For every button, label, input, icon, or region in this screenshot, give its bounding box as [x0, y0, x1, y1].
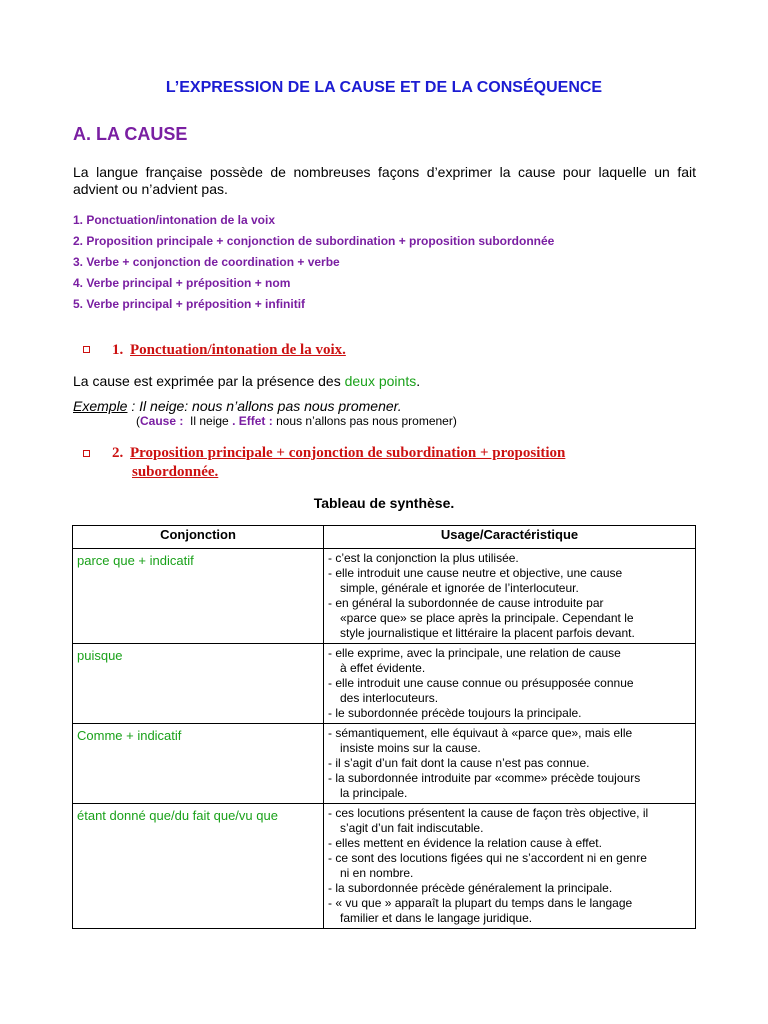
usage-line: à effet évidente.: [340, 661, 426, 675]
table-row: [73, 804, 696, 929]
table-row: [73, 724, 696, 804]
method-item: 1. Ponctuation/intonation de la voix: [73, 213, 276, 227]
synthesis-table: [72, 525, 696, 929]
subsection-number: 2.: [112, 445, 124, 461]
example-line: [73, 398, 402, 414]
usage-line: - la subordonnée précède généralement la principale.: [328, 881, 613, 895]
highlight-deux-points: deux points: [344, 373, 417, 389]
usage-line: des interlocuteurs.: [340, 691, 439, 705]
square-bullet-icon: [83, 450, 90, 457]
cause-effect-line: [136, 414, 457, 428]
conjunction-cell: étant donné que/du fait que/vu que: [73, 804, 324, 929]
intro-paragraph: La langue française possède de nombreuses façons d’exprimer la cause pour laquelle un fait advient ou n’advient pas.: [73, 164, 696, 197]
subsection-title-line2: subordonnée.: [132, 464, 219, 480]
table-row: [73, 549, 696, 644]
cause-text: Il neige: [183, 414, 233, 428]
usage-cell: [324, 804, 696, 929]
effet-text: nous n’allons pas nous promener): [272, 414, 457, 428]
usage-line: simple, générale et ignorée de l’interlocuteur.: [340, 581, 579, 595]
column-header-conjonction: Conjonction: [73, 526, 324, 549]
usage-line: - la subordonnée introduite par «comme» précède toujours: [328, 771, 641, 785]
usage-line: - elle introduit une cause connue ou présupposée connue: [328, 676, 634, 690]
usage-line: insiste moins sur la cause.: [340, 741, 481, 755]
usage-line: - sémantiquement, elle équivaut à «parce que», mais elle: [328, 726, 633, 740]
table-caption: Tableau de synthèse.: [313, 495, 455, 511]
text-run: La cause est exprimée par la présence des: [73, 373, 345, 389]
usage-line: - il s’agit d’un fait dont la cause n’est pas connue.: [328, 756, 590, 770]
usage-line: - elle introduit une cause neutre et objective, une cause: [328, 566, 623, 580]
usage-line: - elle exprime, avec la principale, une relation de cause: [328, 646, 621, 660]
text-run: .: [416, 373, 421, 389]
paragraph-deux-points: [73, 373, 420, 389]
usage-line: style journalistique et littéraire la placent parfois devant.: [340, 626, 635, 640]
usage-line: - le subordonnée précède toujours la principale.: [328, 706, 582, 720]
usage-line: - « vu que » apparaît la plupart du temps dans le langage: [328, 896, 633, 910]
usage-line: - elles mettent en évidence la relation cause à effet.: [328, 836, 602, 850]
methods-list: [73, 210, 554, 315]
usage-line: s’agit d’un fait indiscutable.: [340, 821, 484, 835]
method-item: 4. Verbe principal + préposition + nom: [73, 276, 291, 290]
cause-label: Cause :: [140, 414, 184, 428]
square-bullet-icon: [83, 346, 90, 353]
usage-cell: [324, 644, 696, 724]
example-text: : Il neige: nous n’allons pas nous promener.: [127, 398, 402, 414]
usage-line: ni en nombre.: [340, 866, 414, 880]
method-item: 2. Proposition principale + conjonction de subordination + proposition subordonnée: [73, 234, 555, 248]
subsection-title-line1: Proposition principale + conjonction de subordination + proposition: [130, 445, 566, 461]
example-label: Exemple: [73, 398, 128, 414]
usage-cell: [324, 549, 696, 644]
usage-line: la principale.: [340, 786, 408, 800]
usage-line: «parce que» se place après la principale. Cependant le: [340, 611, 634, 625]
usage-line: - c’est la conjonction la plus utilisée.: [328, 551, 519, 565]
subsection-number: 1.: [112, 342, 124, 358]
usage-cell: [324, 724, 696, 804]
effet-label: . Effet :: [232, 414, 273, 428]
usage-line: - ces locutions présentent la cause de façon très objective, il: [328, 806, 649, 820]
conjunction-cell: Comme + indicatif: [73, 724, 324, 804]
conjunction-cell: parce que + indicatif: [73, 549, 324, 644]
usage-line: - en général la subordonnée de cause introduite par: [328, 596, 604, 610]
subsection-heading-2: [83, 444, 683, 484]
method-item: 3. Verbe + conjonction de coordination + verbe: [73, 255, 340, 269]
column-header-usage: Usage/Caractéristique: [324, 526, 696, 549]
table-row: [73, 644, 696, 724]
subsection-title: Ponctuation/intonation de la voix.: [130, 342, 346, 358]
usage-line: familier et dans le langage juridique.: [340, 911, 533, 925]
table-header-row: [73, 526, 696, 549]
page-title: L’EXPRESSION DE LA CAUSE ET DE LA CONSÉQUENCE: [165, 79, 603, 96]
subsection-heading-1: [83, 341, 483, 361]
method-item: 5. Verbe principal + préposition + infinitif: [73, 297, 306, 311]
conjunction-cell: puisque: [73, 644, 324, 724]
text-run: (: [136, 414, 140, 428]
section-heading-cause: A. LA CAUSE: [73, 124, 188, 144]
usage-line: - ce sont des locutions figées qui ne s’accordent ni en genre: [328, 851, 647, 865]
